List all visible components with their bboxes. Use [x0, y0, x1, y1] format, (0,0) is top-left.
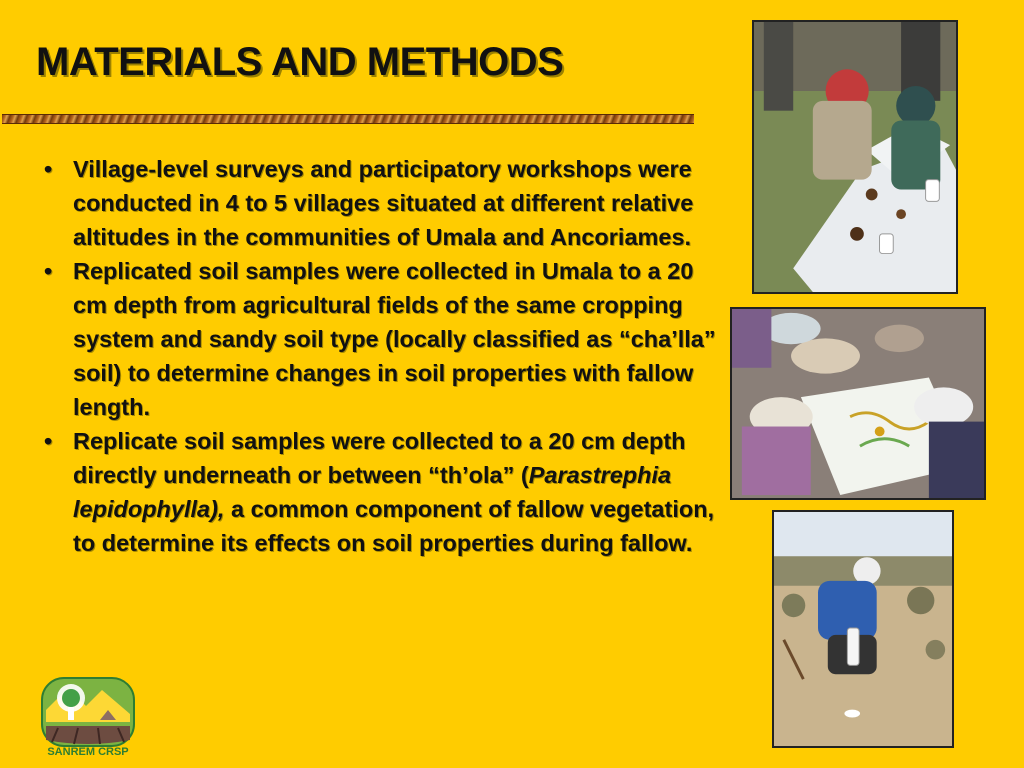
bullet-item	[40, 254, 720, 424]
bullet-item	[40, 424, 720, 560]
bullet-dot: •	[44, 258, 53, 284]
photo-soil-samples	[752, 20, 958, 294]
title-divider	[2, 114, 694, 124]
logo-text: SANREM CRSP	[47, 746, 129, 758]
bullet-text-after: a common component of fallow vegetation, to determine its effects on soil properties during fallow.	[73, 496, 715, 556]
bullet-dot: •	[44, 428, 53, 454]
bullet-list	[40, 152, 720, 560]
bullet-dot: •	[44, 156, 53, 182]
slide-title: MATERIALS AND METHODS	[36, 40, 564, 84]
species-name: Parastrephia lepidophylla),	[73, 462, 672, 522]
photo-field-sampling	[772, 510, 954, 748]
bullet-item	[40, 152, 720, 254]
bullet-text: Replicated soil samples were collected in Umala to a 20 cm depth from agricultural fields of the same cropping system and sandy soil type (locally classified as “cha’lla” soil) to determine changes in soil properties with fallow length.	[73, 258, 716, 420]
sanrem-logo	[38, 670, 138, 766]
bullet-text-before: Replicate soil samples were collected to a 20 cm depth directly underneath or between “th’ola” (	[73, 428, 686, 488]
photo-workshop	[730, 307, 986, 500]
bullet-text: Village-level surveys and participatory workshops were conducted in 4 to 5 villages situated at different relative altitudes in the communities of Umala and Ancoriames.	[73, 156, 694, 250]
